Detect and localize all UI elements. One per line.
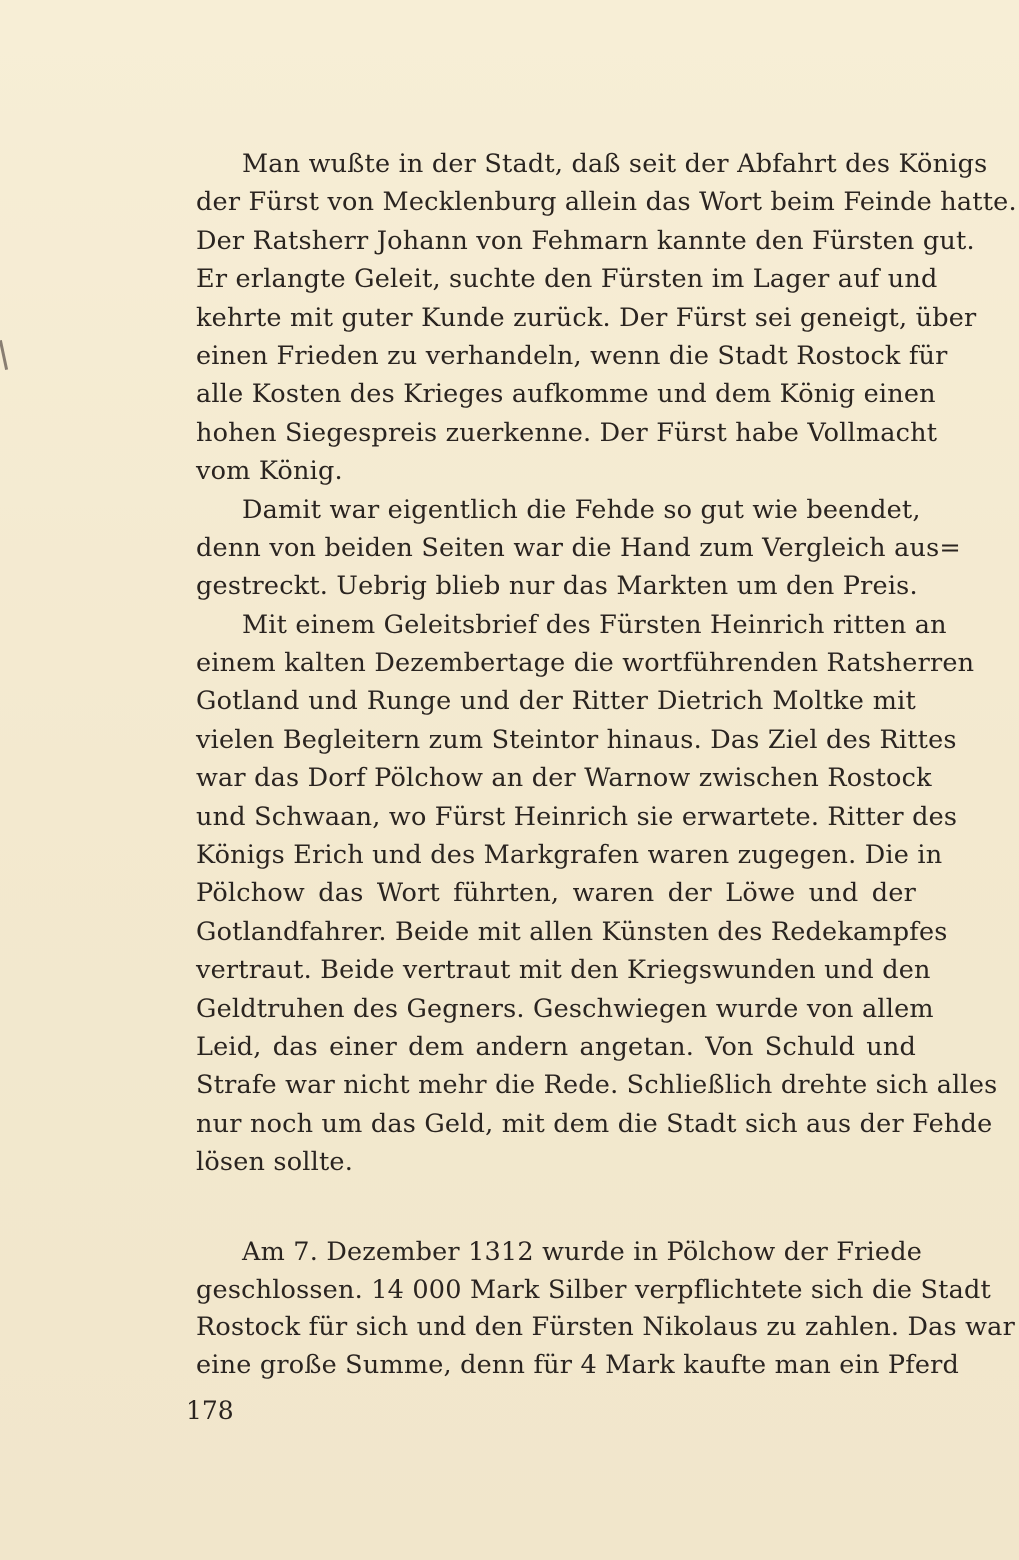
text-line: war das Dorf Pölchow an der Warnow zwischen Rostock: [196, 763, 932, 794]
text-line: Strafe war nicht mehr die Rede. Schließlich drehte sich alles: [196, 1070, 998, 1101]
text-line: nur noch um das Geld, mit dem die Stadt sich aus der Fehde: [196, 1108, 993, 1139]
margin-mark: [0, 340, 8, 370]
text-line: denn von beiden Seiten war die Hand zum Vergleich aus=: [196, 532, 961, 563]
text-line: Pölchow das Wort führten, waren der Löwe und der: [196, 878, 916, 909]
page-number: 178: [186, 1396, 234, 1425]
text-line: Am 7. Dezember 1312 wurde in Pölchow der Friede: [242, 1237, 923, 1267]
text-line: Leid, das einer dem andern angetan. Von Schuld und: [196, 1031, 916, 1062]
text-line: Geldtruhen des Gegners. Geschwiegen wurde von allem: [196, 993, 934, 1024]
text-block-upper: [196, 145, 1017, 1182]
text-line: lösen sollte.: [196, 1147, 354, 1178]
text-line: kehrte mit guter Kunde zurück. Der Fürst sei geneigt, über: [196, 302, 977, 333]
text-line: der Fürst von Mecklenburg allein das Wort beim Feinde hatte.: [196, 187, 1017, 218]
text-line: Königs Erich und des Markgrafen waren zugegen. Die in: [196, 840, 943, 871]
text-line: Der Ratsherr Johann von Fehmarn kannte den Fürsten gut.: [196, 225, 975, 256]
text-line: Man wußte in der Stadt, daß seit der Abfahrt des Königs: [242, 149, 988, 179]
paragraph-4: [196, 1234, 1015, 1384]
text-line: vertraut. Beide vertraut mit den Kriegswunden und den: [196, 955, 931, 986]
text-line: Rostock für sich und den Fürsten Nikolaus zu zahlen. Das war: [196, 1312, 1015, 1342]
text-block-lower: [196, 1234, 1015, 1384]
text-line: geschlossen. 14 000 Mark Silber verpflichtete sich die Stadt: [196, 1274, 991, 1305]
paragraph-1: [196, 145, 1017, 491]
text-line: eine große Summe, denn für 4 Mark kaufte man ein Pferd: [196, 1349, 960, 1380]
text-line: Gotlandfahrer. Beide mit allen Künsten des Redekampfes: [196, 916, 948, 947]
text-line: alle Kosten des Krieges aufkomme und dem König einen: [196, 379, 936, 410]
text-line: vom König.: [196, 456, 343, 487]
text-line: einen Frieden zu verhandeln, wenn die Stadt Rostock für: [196, 340, 948, 371]
text-line: Gotland und Runge und der Ritter Dietrich Moltke mit: [196, 686, 916, 717]
paragraph-2: [196, 491, 961, 606]
text-line: hohen Siegespreis zuerkenne. Der Fürst habe Vollmacht: [196, 417, 938, 448]
text-line: und Schwaan, wo Fürst Heinrich sie erwartete. Ritter des: [196, 801, 958, 832]
text-line: gestreckt. Uebrig blieb nur das Markten um den Preis.: [196, 571, 918, 602]
text-line: vielen Begleitern zum Steintor hinaus. Das Ziel des Rittes: [196, 724, 957, 755]
text-line: Er erlangte Geleit, suchte den Fürsten im Lager auf und: [196, 264, 938, 295]
text-line: einem kalten Dezembertage die wortführenden Ratsherren: [196, 648, 975, 679]
text-line: Damit war eigentlich die Fehde so gut wie beendet,: [242, 494, 921, 525]
paragraph-3: [196, 606, 998, 1182]
text-line: Mit einem Geleitsbrief des Fürsten Heinrich ritten an: [242, 609, 947, 640]
